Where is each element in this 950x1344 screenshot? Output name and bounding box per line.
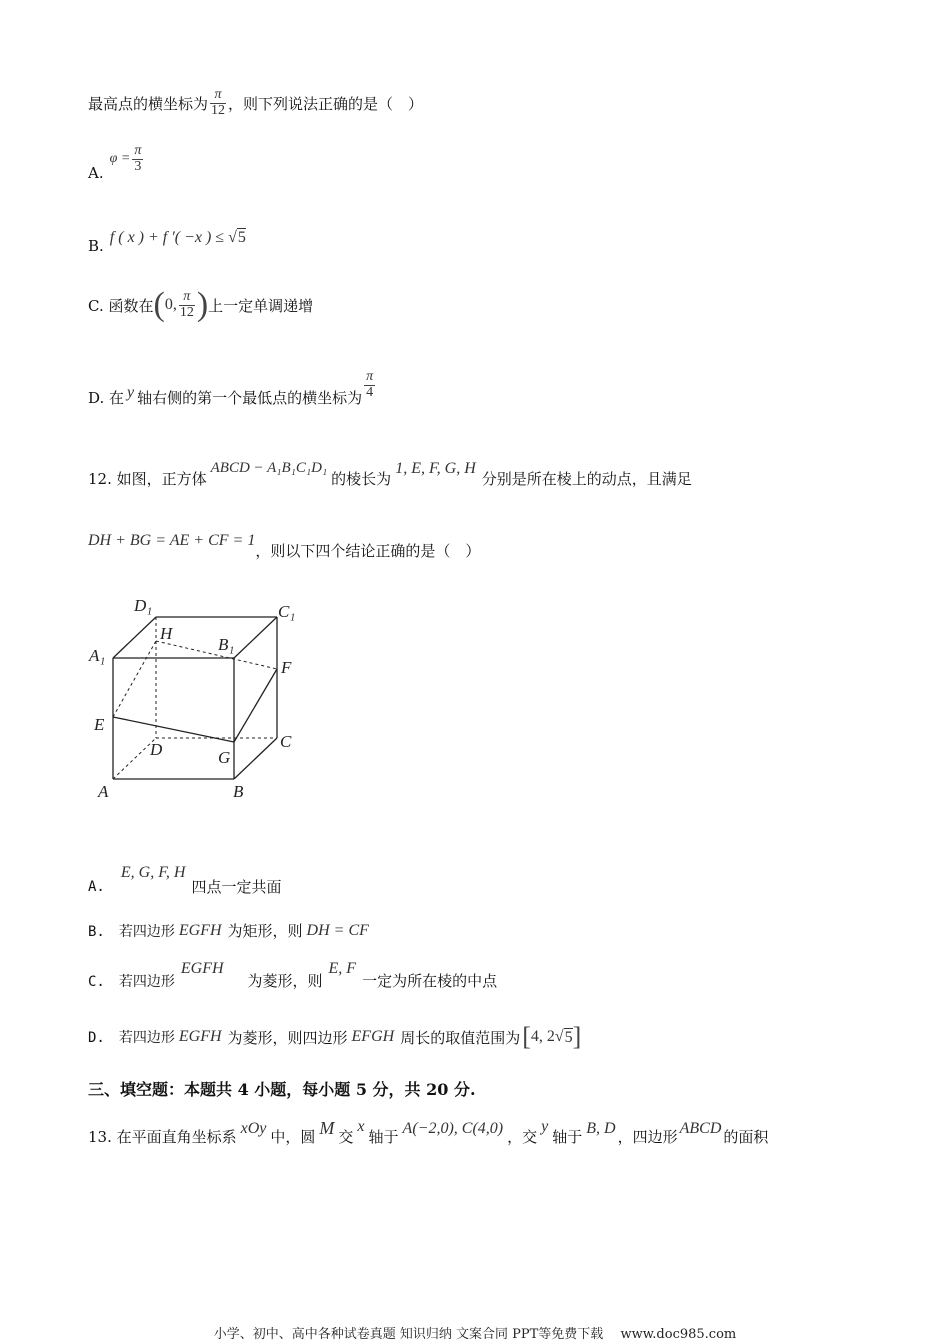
q12-suffix1: 分别是所在棱上的动点，且满足: [481, 470, 692, 488]
label-c: C: [280, 732, 292, 751]
q12-a-vars: E, G, F, H: [120, 863, 186, 881]
q11-c-suffix: 上一定单调递增: [208, 296, 314, 315]
label-d1: D₁: [134, 596, 153, 615]
q13-quad: ABCD: [679, 1119, 722, 1137]
q11-intro: [88, 88, 423, 118]
q12-a-label: A.: [88, 878, 105, 895]
q12-d-quad: EGFH: [178, 1028, 222, 1045]
label-f: F: [281, 658, 292, 677]
q13-xvar: x: [357, 1117, 365, 1135]
q12-c-label: C. 若四边形: [88, 973, 175, 990]
label-a: A: [98, 782, 109, 801]
q13-t6: ，四边形: [617, 1128, 678, 1146]
q13-t5: 轴于: [552, 1128, 583, 1146]
q13-circle: M: [319, 1118, 335, 1138]
option-label: A.: [88, 164, 104, 183]
q11-a-fraction: $\frac{\pi}{3}$: [134, 143, 142, 174]
label-b: B: [233, 782, 244, 801]
q12-d-quad2: EFGH: [351, 1028, 395, 1045]
q12-edge-vars: 1, E, F, G, H: [395, 459, 476, 477]
q13-points-x: A(−2,0), C(4,0): [402, 1119, 504, 1137]
q12-d-mid: 为菱形，则四边形: [227, 1028, 348, 1047]
q12-b-mid: 为矩形，则: [227, 922, 303, 940]
label-d: D: [150, 740, 163, 759]
q13-prefix: 13. 在平面直角坐标系: [88, 1128, 237, 1146]
page-footer: 小学、初中、高中各种试卷真题 知识归纳 文案合同 PPT等免费下载 www.doc985.com: [213, 1327, 737, 1342]
q11-intro-fraction: $\frac{\pi}{12}$: [211, 87, 226, 118]
label-e: E: [94, 715, 105, 734]
q11-b-expr: f ( x ) + f ′( −x ) ≤ √: [109, 228, 237, 246]
q13-coord: xOy: [240, 1119, 267, 1137]
q11-b-radicand: 5: [237, 229, 246, 246]
q11-intro-prefix: 最高点的横坐标为: [88, 94, 209, 113]
q12-option-b: [88, 920, 369, 941]
label-h: H: [160, 624, 173, 643]
q13-t3: 轴于: [368, 1128, 399, 1146]
q11-d-fraction: $\frac{\pi}{4}$: [366, 369, 374, 400]
q12-c-quad: EGFH: [180, 959, 224, 977]
q12-condition: DH + BG = AE + CF = 1: [88, 531, 256, 549]
q12-c-vars: E, F: [328, 959, 357, 977]
q11-c-fraction: $\frac{\pi}{12}$: [179, 288, 194, 320]
q11-option-b: [88, 228, 246, 255]
edge-bc: [234, 738, 277, 779]
q13-t4: ，交: [507, 1128, 538, 1146]
q12-edge-text: 的棱长为: [331, 470, 392, 488]
q12-b-label: B. 若四边形: [88, 923, 175, 940]
q12-option-d: D. 若四边形 EGFH 为菱形，则四边形 EFGH 周长的取值范围为 [ 4, 2√ 5 ]: [88, 1022, 582, 1051]
q12-d-range-left: 4, 2√: [530, 1028, 564, 1045]
q13-yvar: y: [541, 1117, 549, 1135]
q11-d-mid: 轴右侧的第一个最低点的横坐标为: [137, 388, 363, 407]
q12-stem: [88, 458, 692, 488]
q12-d-text: 周长的取值范围为: [400, 1028, 521, 1047]
q13-t2: 交: [338, 1128, 354, 1146]
label-c1: C₁: [278, 602, 296, 621]
q13-stem: [88, 1117, 769, 1146]
q11-intro-suffix: ，则下列说法正确的是（ ）: [228, 94, 424, 113]
q12-d-label: D. 若四边形: [88, 1030, 175, 1046]
q12-suffix2: ，则以下四个结论正确的是（ ）: [255, 542, 481, 560]
q11-c-open: 0,: [164, 296, 177, 313]
q11-option-a: [88, 143, 145, 183]
segment-eg: [113, 717, 234, 742]
q12-condition-line: [88, 530, 481, 560]
q12-b-eq: DH = CF: [306, 921, 369, 939]
label-g: G: [218, 748, 231, 767]
label-a1: A₁: [89, 646, 106, 665]
q13-t7: 的面积: [723, 1128, 769, 1146]
q13-t1: 中，圆: [270, 1128, 316, 1146]
q11-c-label: C. 函数在: [88, 296, 154, 315]
edge-b1c1: [234, 617, 277, 658]
q12-a-text: 四点一定共面: [191, 878, 282, 896]
q11-option-d: [88, 369, 377, 407]
q11-d-var: y: [127, 384, 135, 402]
cube-figure: [86, 586, 316, 806]
q12-d-range-rad: 5: [564, 1028, 573, 1046]
segment-hf-hidden: [156, 641, 277, 669]
section-3-heading: 三、填空题：本题共 4 小题，每小题 5 分，共 20 分.: [88, 1080, 476, 1099]
q13-points-y: B, D: [586, 1119, 616, 1137]
q11-d-label: D. 在: [88, 388, 125, 407]
q12-cube-name: ABCD − A₁B₁C₁D₁: [210, 460, 328, 476]
q12-c-text: 一定为所在棱的中点: [362, 972, 498, 990]
option-label: B.: [88, 236, 104, 255]
segment-gf: [234, 669, 277, 742]
label-b1: B₁: [218, 635, 235, 654]
q11-option-c: C. 函数在 ( 0, $\frac{\pi}{12}$ ) 上一定单调递增: [88, 286, 314, 323]
q12-option-a: [88, 862, 282, 896]
q12-b-quad: EGFH: [178, 921, 222, 939]
q12-option-c: [88, 958, 498, 990]
q12-number: 12. 如图，正方体: [88, 470, 207, 488]
q11-a-lhs: φ =: [109, 151, 131, 167]
q12-c-mid: 为菱形，则: [247, 972, 323, 990]
